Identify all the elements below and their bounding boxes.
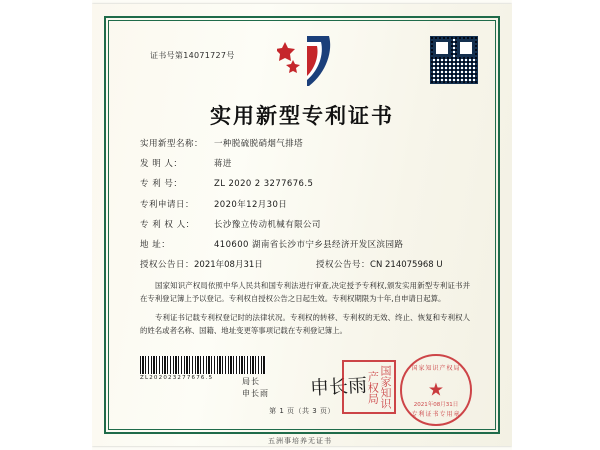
seal-date: 2021年08月31日 <box>413 402 459 408</box>
field-row <box>140 158 470 171</box>
field-value: ZL 2020 2 3277676.5 <box>214 179 314 190</box>
field-value: 2020年12月30日 <box>214 199 288 210</box>
cnipa-emblem-icon <box>277 32 339 90</box>
field-label: 地 址： <box>140 239 171 250</box>
field-row <box>140 199 470 212</box>
field-label: 专 利 权 人： <box>140 219 195 230</box>
page-number: 第 1 页（共 3 页） <box>269 407 335 415</box>
field-label: 实用新型名称： <box>140 139 204 149</box>
field-list <box>140 138 470 279</box>
field-label: 专利申请日： <box>140 199 195 210</box>
bottom-caption: 五洲事培养无证书 <box>268 437 332 445</box>
grant-date-value: 2021年08月31日 <box>194 260 263 271</box>
field-value: 一种脱硫脱硝烟气排塔 <box>214 139 304 149</box>
field-label: 发 明 人： <box>140 159 183 170</box>
barcode-text: ZL202023277676.5 <box>140 375 214 381</box>
star-icon: ★ <box>427 379 445 401</box>
field-row <box>140 178 470 191</box>
right-margin <box>512 0 600 450</box>
field-row <box>140 239 470 252</box>
barcode-icon <box>140 356 266 374</box>
grant-number-value: CN 214075968 U <box>370 260 443 271</box>
field-value: 410600 湖南省长沙市宁乡县经济开发区滨园路 <box>214 239 404 250</box>
field-label: 专 利 号： <box>140 179 183 190</box>
signature-title: 局长 <box>242 377 260 386</box>
qr-code-icon <box>430 36 478 84</box>
certificate-paper <box>92 4 512 446</box>
left-margin <box>0 0 92 450</box>
field-value: 长沙豫立传动机械有限公司 <box>214 219 321 230</box>
grant-number-label: 授权公告号： <box>316 260 371 271</box>
signature-handwriting: 申长雨 <box>309 374 368 400</box>
paragraph: 国家知识产权局依照中华人民共和国专利法进行审查,决定授予专利权,颁发实用新型专利证书并在专利登记簿上予以登记。专利权自授权公告之日起生效。专利权期限为十年,自申请日起算。 <box>140 281 470 303</box>
seal-square-stamp: 国家知识产权局 <box>342 360 396 414</box>
grant-date-label: 授权公告日： <box>140 260 195 271</box>
signature-block <box>242 376 269 400</box>
seal-bottom-text: 专利证书专用章 <box>411 411 461 418</box>
legal-text <box>140 280 470 344</box>
certificate-number: 证书号第14071727号 <box>150 51 235 60</box>
seal-top-text: 国家知识产权局 <box>411 365 461 372</box>
field-value: 蒋进 <box>214 159 232 170</box>
field-row <box>140 138 470 151</box>
page-title: 实用新型专利证书 <box>210 103 394 128</box>
field-row <box>140 219 470 232</box>
grant-row <box>140 259 470 272</box>
signature-printed-name: 申长雨 <box>242 389 269 398</box>
paragraph: 专利证书记载专利权登记时的法律状况。专利权的转移、专利权的无效、终止、恢复和专利权人的姓名或者名称、国籍、地址变更等事项记载在专利登记簿上。 <box>140 312 470 335</box>
